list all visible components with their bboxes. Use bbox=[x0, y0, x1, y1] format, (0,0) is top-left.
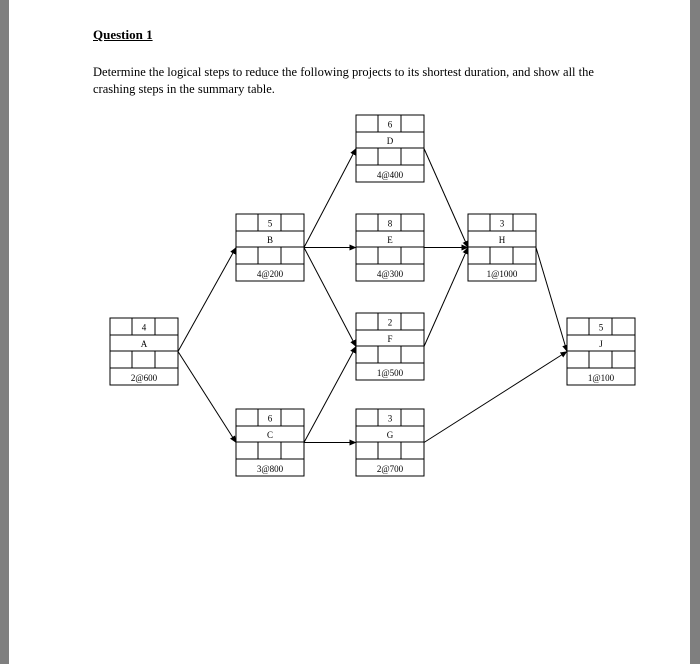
activity-label: F bbox=[387, 334, 393, 344]
activity-crash-info: 4@300 bbox=[376, 269, 404, 279]
activity-node-j bbox=[567, 318, 635, 385]
question-text: Determine the logical steps to reduce the following projects to its shortest duration, and show all the crashing steps in the summary table. bbox=[93, 65, 594, 96]
link-a-b bbox=[178, 248, 236, 352]
activity-label: J bbox=[599, 339, 603, 349]
activity-crash-info: 1@100 bbox=[587, 373, 615, 383]
activity-label: A bbox=[140, 339, 148, 349]
activity-crash-info: 4@200 bbox=[256, 269, 284, 279]
link-d-h bbox=[424, 149, 468, 248]
activity-label: H bbox=[498, 235, 506, 245]
activity-node-b bbox=[236, 214, 304, 281]
activity-duration: 6 bbox=[387, 119, 393, 130]
activity-duration: 3 bbox=[387, 413, 393, 424]
activity-node-h bbox=[468, 214, 536, 281]
activity-label: C bbox=[266, 430, 274, 440]
link-h-j bbox=[536, 248, 567, 352]
activity-node-g bbox=[356, 409, 424, 476]
links-layer bbox=[178, 149, 567, 443]
link-a-c bbox=[178, 352, 236, 443]
activity-crash-info: 4@400 bbox=[376, 170, 404, 180]
link-g-j bbox=[424, 352, 567, 443]
link-b-f bbox=[304, 248, 356, 347]
link-b-d bbox=[304, 149, 356, 248]
activity-crash-info: 2@700 bbox=[376, 464, 404, 474]
activity-duration: 5 bbox=[598, 322, 604, 333]
activity-crash-info: 3@800 bbox=[256, 464, 284, 474]
activity-duration: 6 bbox=[267, 413, 273, 424]
activity-crash-info: 2@600 bbox=[130, 373, 158, 383]
activity-crash-info: 1@500 bbox=[376, 368, 404, 378]
activity-node-c bbox=[236, 409, 304, 476]
activity-duration: 3 bbox=[499, 218, 505, 229]
activity-label: D bbox=[386, 136, 394, 146]
link-c-f bbox=[304, 347, 356, 443]
activity-crash-info: 1@1000 bbox=[486, 269, 518, 279]
activity-duration: 5 bbox=[267, 218, 273, 229]
activity-node-f bbox=[356, 313, 424, 380]
activity-label: B bbox=[266, 235, 274, 245]
nodes-layer bbox=[110, 115, 635, 476]
activity-duration: 2 bbox=[387, 317, 393, 328]
activity-label: E bbox=[387, 235, 393, 245]
activity-node-d bbox=[356, 115, 424, 182]
activity-duration: 8 bbox=[387, 218, 393, 229]
link-f-h bbox=[424, 248, 468, 347]
activity-node-e bbox=[356, 214, 424, 281]
question-heading: Question 1 bbox=[93, 27, 153, 42]
activity-label: G bbox=[386, 430, 394, 440]
activity-duration: 4 bbox=[141, 322, 147, 333]
activity-node-a bbox=[110, 318, 178, 385]
